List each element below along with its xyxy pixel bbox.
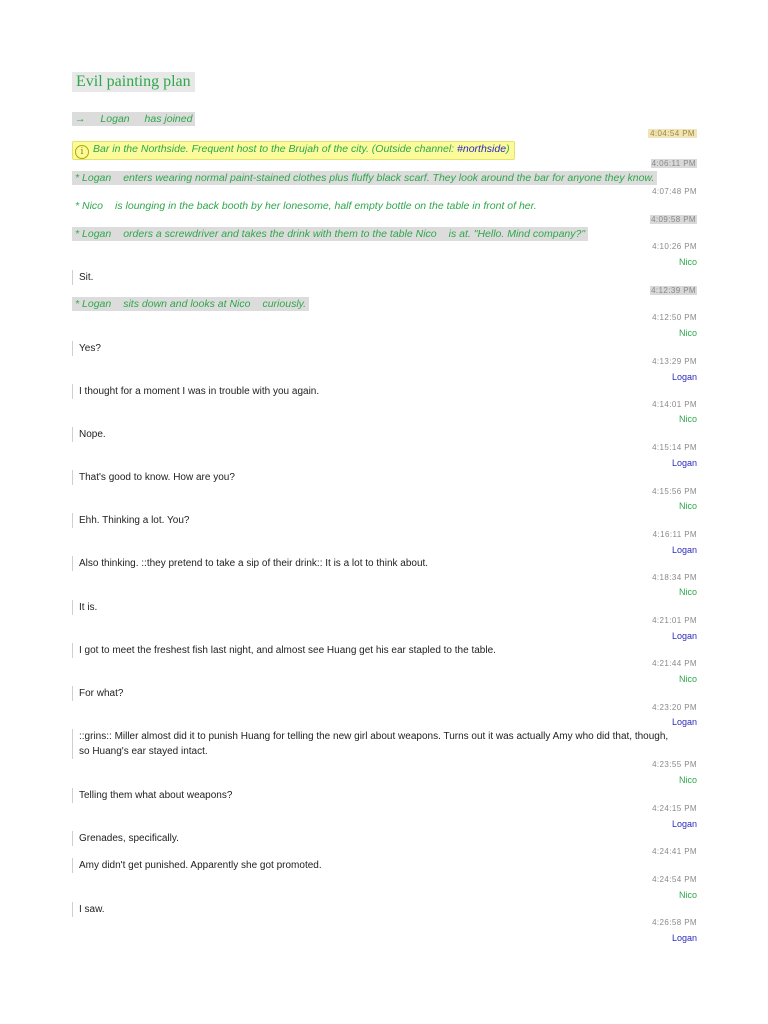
event-text: orders a screwdriver and takes the drink with them to the table — [123, 228, 413, 240]
event-text: is at. "Hello. Mind company?" — [448, 228, 586, 240]
event-text: curiously. — [262, 298, 307, 310]
timestamp: 4:14:01 PM — [652, 400, 697, 409]
message-author[interactable]: Logan — [671, 933, 697, 943]
timestamp: 4:26:58 PM — [652, 918, 697, 927]
timestamp: 4:18:34 PM — [652, 573, 697, 582]
message-author[interactable]: Nico — [678, 674, 697, 684]
message-text: I thought for a moment I was in trouble with you again. — [72, 384, 679, 399]
event-user[interactable]: Nico — [415, 228, 437, 240]
timestamp: 4:23:20 PM — [652, 703, 697, 712]
message-author[interactable]: Logan — [671, 819, 697, 829]
event-text: enters wearing normal paint-stained clothes plus fluffy black scarf. They look around the bar for anyone they know. — [123, 172, 655, 184]
timestamp: 4:06:11 PM — [651, 159, 696, 168]
message-author[interactable]: Logan — [671, 717, 697, 727]
event-user[interactable]: Nico — [229, 298, 251, 310]
timestamp: 4:24:15 PM — [652, 804, 697, 813]
action-event: * Logan orders a screwdriver and takes the drink with them to the table Nico is at. "Hello. Mind company?" — [72, 227, 588, 241]
timestamp: 4:21:01 PM — [652, 616, 697, 625]
event-text: is lounging in the back booth by her lonesome, half empty bottle on the table in front of her. — [115, 200, 537, 212]
event-user[interactable]: Nico — [82, 200, 104, 212]
message-author[interactable]: Nico — [678, 328, 697, 338]
timestamp: 4:04:54 PM — [650, 129, 695, 138]
message-author[interactable]: Logan — [671, 545, 697, 555]
message-author[interactable]: Nico — [678, 890, 697, 900]
join-event — [72, 112, 195, 126]
timestamp: 4:12:50 PM — [652, 313, 697, 322]
message-author[interactable]: Nico — [678, 257, 697, 267]
message-text: Ehh. Thinking a lot. You? — [72, 513, 679, 528]
timestamp: 4:07:48 PM — [652, 187, 697, 196]
page-title: Evil painting plan — [72, 72, 195, 92]
event-text: sits down and looks at — [123, 298, 227, 310]
timestamp: 4:10:26 PM — [652, 242, 697, 251]
action-event: * Logan enters wearing normal paint-stained clothes plus fluffy black scarf. They look around the bar for anyone they know. — [72, 171, 657, 185]
timestamp: 4:21:44 PM — [652, 659, 697, 668]
timestamp: 4:09:58 PM — [651, 215, 696, 224]
timestamp: 4:24:41 PM — [652, 847, 697, 856]
message-text: Nope. — [72, 427, 679, 442]
timestamp: 4:13:29 PM — [652, 357, 697, 366]
message-text: Sit. — [72, 270, 679, 285]
event-text: has joined — [144, 113, 193, 125]
topic-text: Bar in the Northside. Frequent host to the Brujah of the city. (Outside channel: — [93, 143, 458, 155]
event-user[interactable]: Logan — [100, 113, 130, 125]
timestamp: 4:15:56 PM — [652, 487, 697, 496]
event-user[interactable]: Logan — [82, 228, 112, 240]
message-author[interactable]: Nico — [678, 587, 697, 597]
message-text: Also thinking. ::they pretend to take a sip of their drink:: It is a lot to think about. — [72, 556, 679, 571]
channel-link[interactable]: #northside — [457, 143, 507, 155]
message-author[interactable]: Nico — [678, 501, 697, 511]
message-text: Yes? — [72, 341, 679, 356]
message-author[interactable]: Nico — [678, 414, 697, 424]
timestamp: 4:12:39 PM — [651, 286, 696, 295]
message-text: I got to meet the freshest fish last night, and almost see Huang get his ear stapled to the table. — [72, 643, 679, 658]
timestamp: 4:16:11 PM — [652, 530, 697, 539]
message-text: It is. — [72, 600, 679, 615]
action-event: * Logan sits down and looks at Nico curiously. — [72, 297, 309, 311]
timestamp: 4:15:14 PM — [652, 443, 697, 452]
arrow-right-icon: → — [75, 113, 86, 125]
message-text: That's good to know. How are you? — [72, 470, 679, 485]
message-author[interactable]: Nico — [678, 775, 697, 785]
event-user[interactable]: Logan — [82, 298, 112, 310]
info-icon: i — [75, 145, 89, 159]
message-text: Grenades, specifically. — [72, 831, 679, 846]
message-author[interactable]: Logan — [671, 631, 697, 641]
message-author[interactable]: Logan — [671, 458, 697, 468]
action-event: * Nico is lounging in the back booth by her lonesome, half empty bottle on the table in front of her. — [75, 200, 537, 212]
message-text: I saw. — [72, 902, 679, 917]
timestamp: 4:24:54 PM — [652, 875, 697, 884]
message-text: For what? — [72, 686, 679, 701]
message-text: Telling them what about weapons? — [72, 788, 679, 803]
message-text: Amy didn't get punished. Apparently she got promoted. — [72, 858, 679, 873]
message-author[interactable]: Logan — [671, 372, 697, 382]
event-user[interactable]: Logan — [82, 172, 112, 184]
timestamp: 4:23:55 PM — [652, 760, 697, 769]
message-text: ::grins:: Miller almost did it to punish Huang for telling the new girl about weapons. Turns out it was actually Amy who did that, though, so Huang's ear stayed intact. — [72, 729, 679, 759]
topic-notice: i Bar in the Northside. Frequent host to the Brujah of the city. (Outside channel: #northside) — [72, 141, 515, 160]
